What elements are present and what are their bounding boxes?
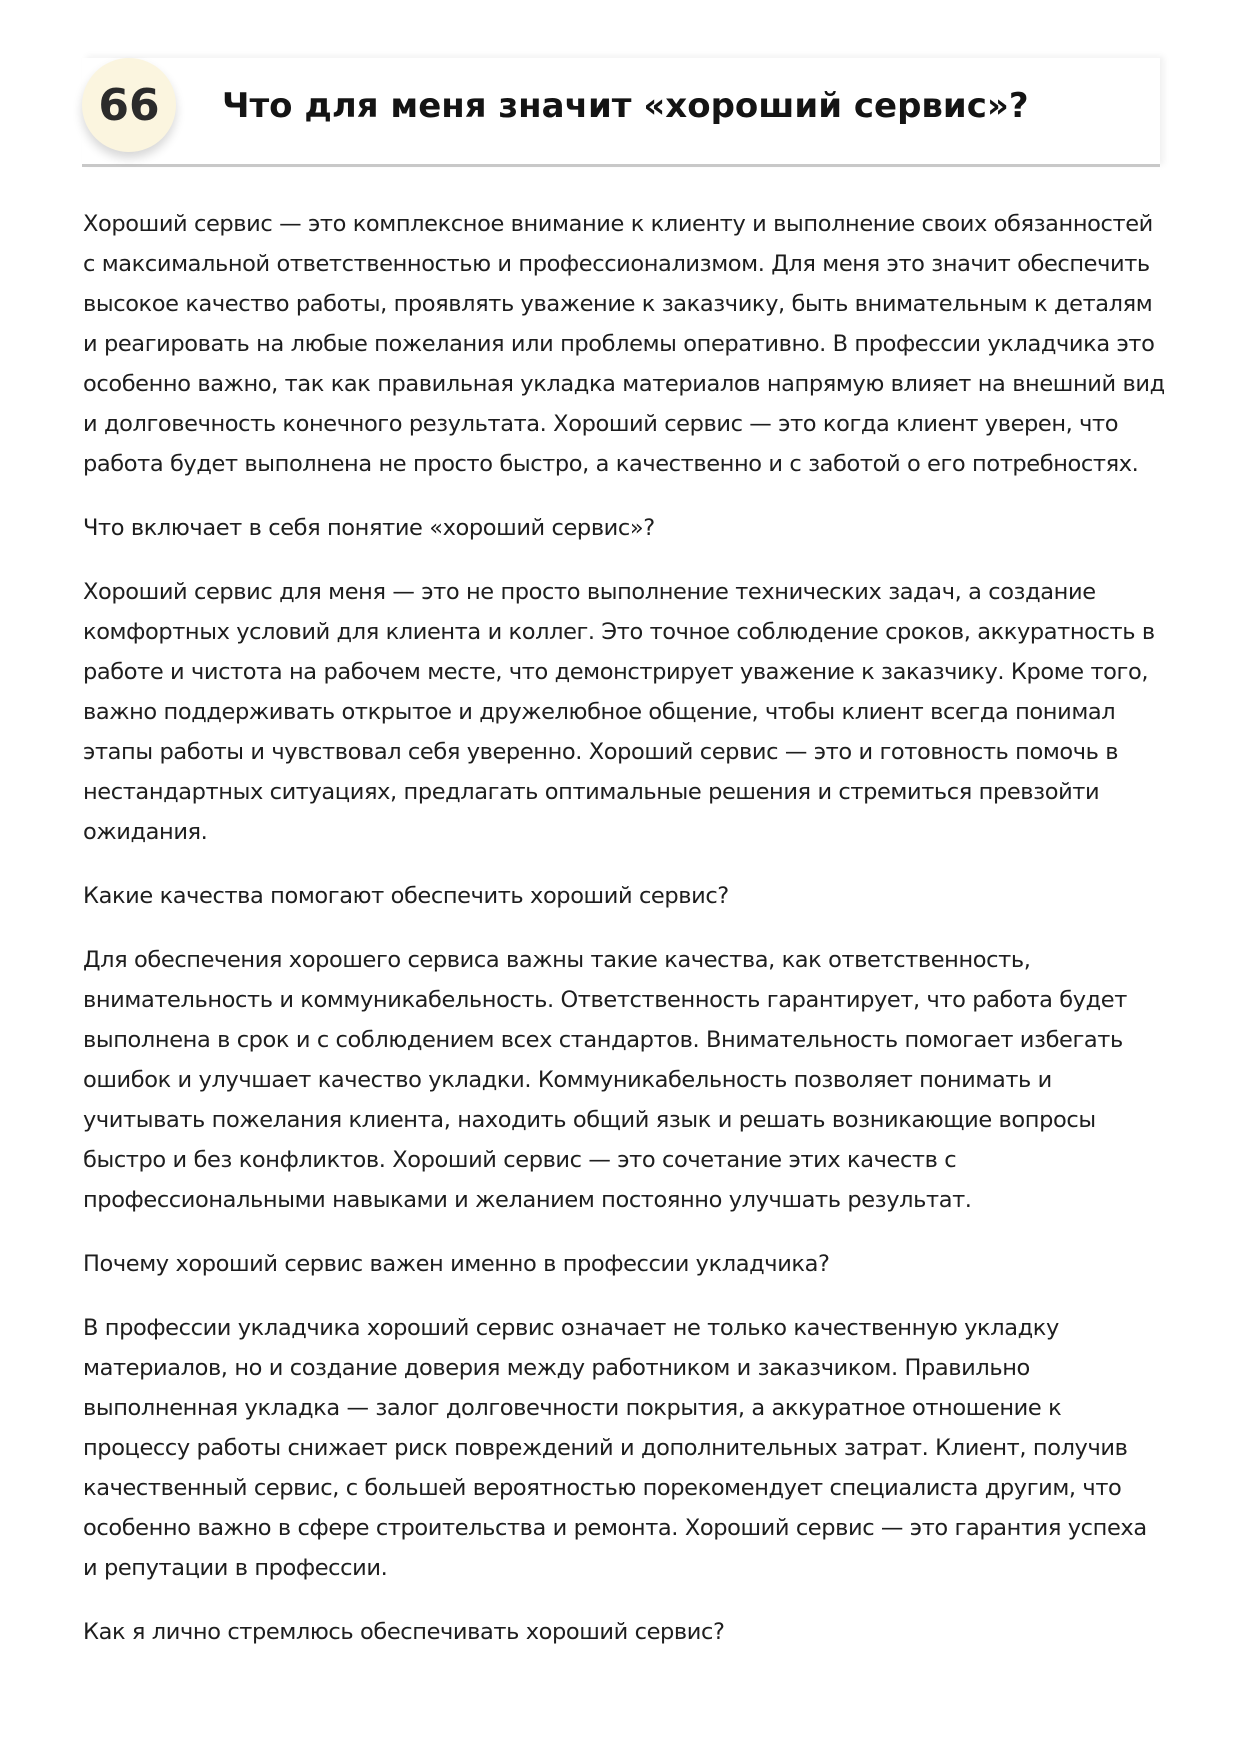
question-heading: Какие качества помогают обеспечить хороший сервис? bbox=[83, 883, 729, 909]
paragraph-answer: В профессии укладчика хороший сервис означает не только качественную укладку материалов, но и создание доверия между работником и заказчиком. Правильно выполненная укладка — залог долговечности покрытия, а аккуратное отношение к процессу работы снижает риск повреждений и дополнительных затрат. Клиент, получив качественный сервис, с большей вероятностью порекомендует специалиста другим, что особенно важно в сфере строительства и ремонта. Хороший сервис — это гарантия успеха и репутации в профессии. bbox=[83, 1315, 1147, 1581]
article-body bbox=[83, 204, 1165, 1676]
question-heading: Почему хороший сервис важен именно в профессии укладчика? bbox=[83, 1251, 830, 1277]
section-header bbox=[82, 58, 1160, 167]
question-heading: Как я лично стремлюсь обеспечивать хороший сервис? bbox=[83, 1619, 725, 1645]
section-number-badge: 66 bbox=[82, 58, 176, 152]
page-title: Что для меня значит «хороший сервис»? bbox=[222, 86, 1029, 126]
paragraph-answer: Для обеспечения хорошего сервиса важны такие качества, как ответственность, внимательность и коммуникабельность. Ответственность гарантирует, что работа будет выполнена в срок и с соблюдением всех стандартов. Внимательность помогает избегать ошибок и улучшает качество укладки. Коммуникабельность позволяет понимать и учитывать пожелания клиента, находить общий язык и решать возникающие вопросы быстро и без конфликтов. Хороший сервис — это сочетание этих качеств с профессиональными навыками и желанием постоянно улучшать результат. bbox=[83, 947, 1127, 1213]
paragraph-intro: Хороший сервис — это комплексное внимание к клиенту и выполнение своих обязанностей с максимальной ответственностью и профессионализмом. Для меня это значит обеспечить высокое качество работы, проявлять уважение к заказчику, быть внимательным к деталям и реагировать на любые пожелания или проблемы оперативно. В профессии укладчика это особенно важно, так как правильная укладка материалов напрямую влияет на внешний вид и долговечность конечного результата. Хороший сервис — это когда клиент уверен, что работа будет выполнена не просто быстро, а качественно и с заботой о его потребностях. bbox=[83, 211, 1165, 477]
question-heading: Что включает в себя понятие «хороший сервис»? bbox=[83, 515, 655, 541]
paragraph-answer: Хороший сервис для меня — это не просто выполнение технических задач, а создание комфортных условий для клиента и коллег. Это точное соблюдение сроков, аккуратность в работе и чистота на рабочем месте, что демонстрирует уважение к заказчику. Кроме того, важно поддерживать открытое и дружелюбное общение, чтобы клиент всегда понимал этапы работы и чувствовал себя уверенно. Хороший сервис — это и готовность помочь в нестандартных ситуациях, предлагать оптимальные решения и стремиться превзойти ожидания. bbox=[83, 579, 1155, 845]
